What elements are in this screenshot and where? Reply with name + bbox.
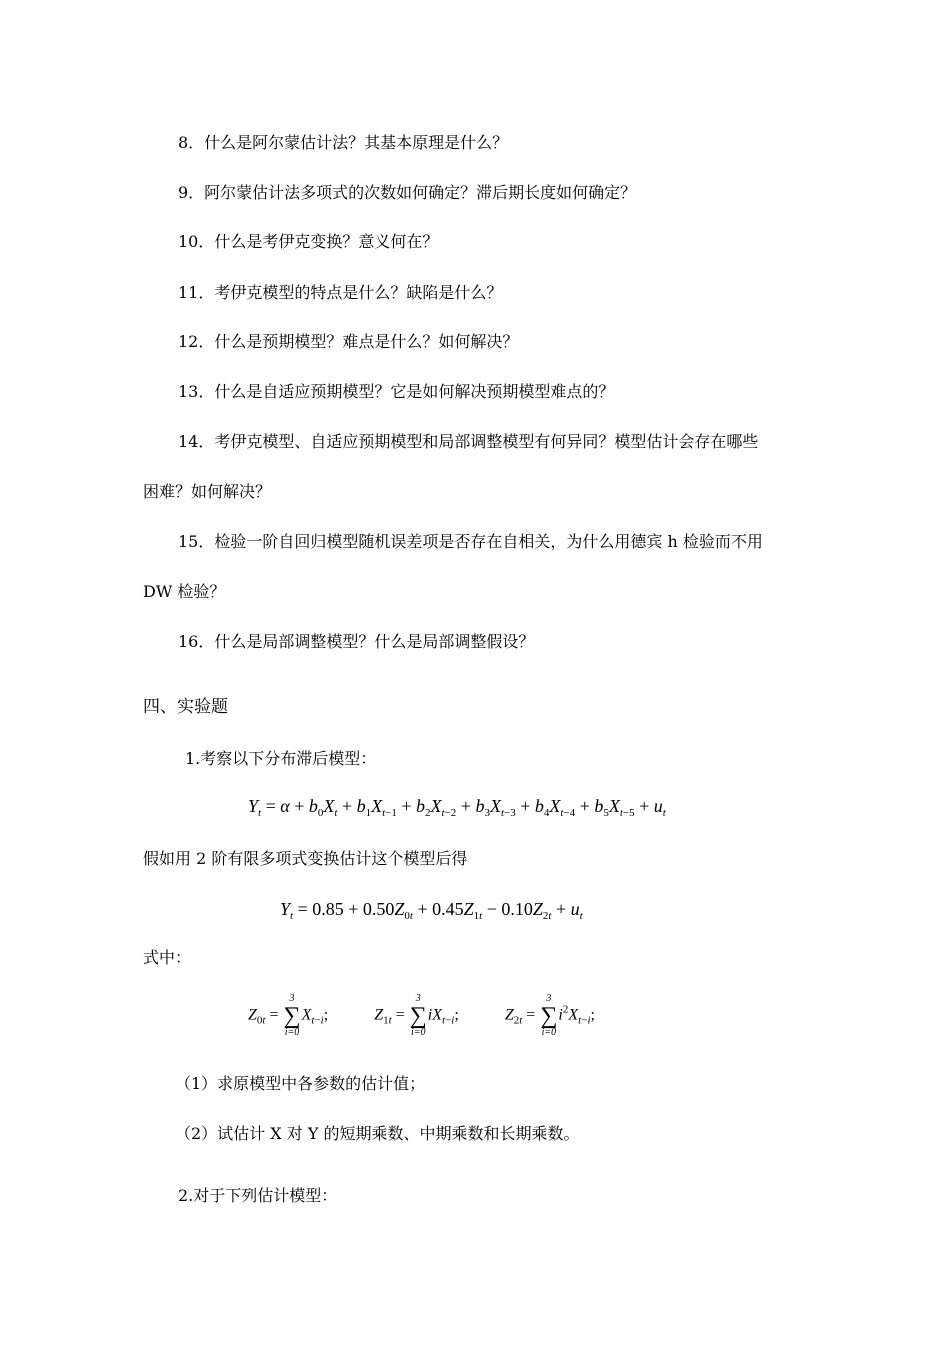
estimate-coef-z1: 0.45 (432, 899, 464, 919)
question-14-cont: 困难？如何解决？ (143, 482, 272, 501)
exercise-1-part-2: （2）试估计 X 对 Y 的短期乘数、中期乘数和长期乘数。 (175, 1124, 580, 1143)
estimate-coef-z0: 0.50 (362, 899, 395, 919)
question-14: 14．考伊克模型、自适应预期模型和局部调整模型有何异同？模型估计会存在哪些 (178, 432, 759, 451)
exercise-1-part-1: （1）求原模型中各参数的估计值； (175, 1074, 426, 1093)
question-16: 16．什么是局部调整模型？什么是局部调整假设？ (178, 632, 535, 651)
summation-symbol: 3 ∑ i=0 (409, 993, 427, 1038)
question-15: 15．检验一阶自回归模型随机误差项是否存在自相关，为什么用德宾 h 检验而不用 (178, 532, 763, 551)
z1-definition: $Z_{1t}$ = 3 ∑ i=0 $iX_{t-i}$; (374, 993, 459, 1038)
question-15-cont: DW 检验？ (143, 582, 226, 601)
exercise-1-where: 式中： (143, 948, 192, 967)
estimate-coef-z2: 0.10 (501, 899, 533, 919)
summation-symbol: 3 ∑ i=0 (283, 993, 301, 1038)
question-13: 13．什么是自适应预期模型？它是如何解决预期模型难点的？ (178, 382, 615, 401)
z0-definition: $Z_{0t}$ = 3 ∑ i=0 $X_{t-i}$; (248, 993, 329, 1038)
question-12: 12．什么是预期模型？难点是什么？如何解决？ (178, 332, 519, 351)
question-11: 11．考伊克模型的特点是什么？缺陷是什么？ (178, 283, 503, 302)
distributed-lag-model-equation: $Y_t = \alpha + b_0X_t + b_1X_{t-1} + b_2X_{t-2} + b_3X_{t-3} + b_4X_{t-4} + b_5X_{t-5} + u_t$ (248, 796, 666, 819)
exercise-1-after-model: 假如用 2 阶有限多项式变换估计这个模型后得 (143, 849, 468, 868)
summation-symbol: 3 ∑ i=0 (540, 993, 558, 1038)
z2-definition: $Z_{2t}$ = 3 ∑ i=0 $i^2X_{t-i}$; (504, 993, 595, 1038)
question-8: 8．什么是阿尔蒙估计法？其基本原理是什么？ (178, 133, 509, 152)
estimated-model-equation: $Y_t = 0.85 + 0.50Z_{0t} + 0.45Z_{1t} - 0.10Z_{2t} + u_t$ (280, 899, 583, 922)
question-9: 9．阿尔蒙估计法多项式的次数如何确定？滞后期长度如何确定？ (178, 183, 637, 202)
estimate-constant: 0.85 (312, 899, 344, 919)
z-definitions (248, 994, 595, 1038)
exercise-2-intro: 2.对于下列估计模型： (178, 1186, 338, 1205)
question-10: 10．什么是考伊克变换？意义何在？ (178, 232, 439, 251)
section-heading: 四、实验题 (143, 697, 228, 717)
exercise-1-intro: 1.考察以下分布滞后模型： (185, 749, 377, 768)
